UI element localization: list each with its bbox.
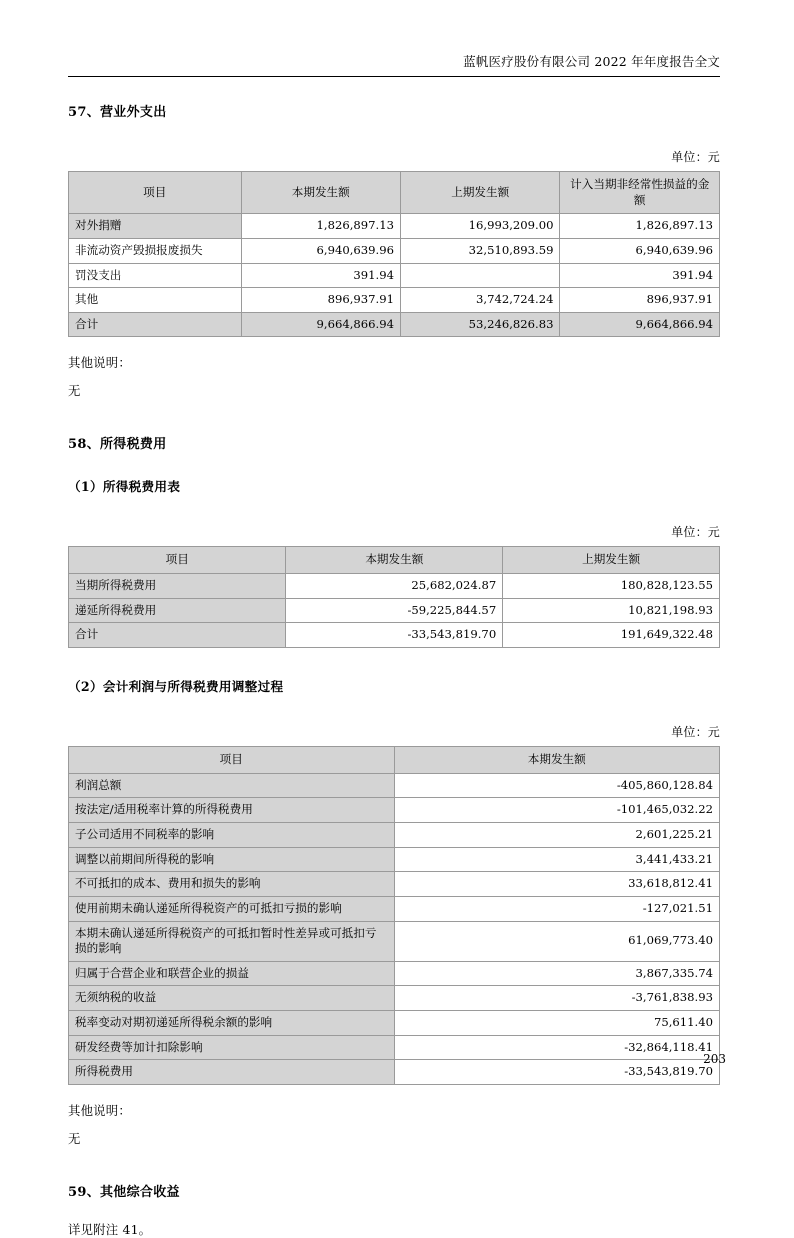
row-value-current: 3,441,433.21 [394, 847, 720, 872]
table-non-operating-expenses [68, 171, 720, 337]
row-value-nonrecurring: 6,940,639.96 [560, 238, 720, 263]
heading-section-58: 58、所得税费用 [68, 437, 167, 453]
table-row [69, 798, 720, 823]
table-row [69, 263, 720, 288]
other-note-value-57: 无 [68, 383, 81, 399]
row-value-prior: 3,742,724.24 [400, 288, 559, 313]
row-value-current: -405,860,128.84 [394, 773, 720, 798]
row-label: 其他 [69, 288, 242, 313]
heading-section-57: 57、营业外支出 [68, 105, 167, 120]
row-value-nonrecurring: 896,937.91 [560, 288, 720, 313]
row-value-current: 33,618,812.41 [394, 872, 720, 897]
heading-subsection-58-2: （2）会计利润与所得税费用调整过程 [68, 679, 284, 695]
row-value-prior: 10,821,198.93 [503, 598, 720, 623]
table-row [69, 961, 720, 986]
table-row [69, 574, 720, 599]
row-value-prior [400, 263, 559, 288]
table-row [69, 288, 720, 313]
col-header-nonrecurring: 计入当期非经常性损益的金额 [560, 172, 720, 214]
row-value-current: 9,664,866.94 [241, 312, 400, 337]
row-label: 合计 [69, 623, 286, 648]
unit-label-table-57: 单位：元 [671, 150, 720, 164]
row-value-current: -33,543,819.70 [286, 623, 503, 648]
row-label: 按法定/适用税率计算的所得税费用 [69, 798, 395, 823]
table-header-row [69, 547, 720, 574]
row-label: 子公司适用不同税率的影响 [69, 822, 395, 847]
row-label: 递延所得税费用 [69, 598, 286, 623]
table-header-row [69, 747, 720, 774]
row-value-nonrecurring: 391.94 [560, 263, 720, 288]
unit-label-table-58-1: 单位：元 [671, 525, 720, 540]
table-row-total [69, 623, 720, 648]
col-header-current-period: 本期发生额 [286, 547, 503, 574]
col-header-item: 项目 [69, 547, 286, 574]
table-tax-reconciliation [68, 746, 720, 1085]
table-row [69, 872, 720, 897]
table-row [69, 921, 720, 961]
row-value-current: -127,021.51 [394, 896, 720, 921]
row-value-current: 896,937.91 [241, 288, 400, 313]
table-row [69, 214, 720, 239]
col-header-current-period: 本期发生额 [394, 747, 720, 774]
row-label: 调整以前期间所得税的影响 [69, 847, 395, 872]
row-value-current: 1,826,897.13 [241, 214, 400, 239]
row-value-nonrecurring: 1,826,897.13 [560, 214, 720, 239]
other-note-label-57: 其他说明： [68, 355, 131, 371]
row-value-prior: 180,828,123.55 [503, 574, 720, 599]
row-value-current: 61,069,773.40 [394, 921, 720, 961]
row-label: 税率变动对期初递延所得税余额的影响 [69, 1011, 395, 1036]
row-value-current: 25,682,024.87 [286, 574, 503, 599]
row-value-prior: 16,993,209.00 [400, 214, 559, 239]
row-label: 利润总额 [69, 773, 395, 798]
row-label: 合计 [69, 312, 242, 337]
row-value-current: 2,601,225.21 [394, 822, 720, 847]
table-income-tax-expense [68, 546, 720, 648]
row-value-current: -59,225,844.57 [286, 598, 503, 623]
table-row [69, 822, 720, 847]
unit-label-table-58-2: 单位：元 [671, 725, 720, 740]
col-header-prior-period: 上期发生额 [503, 547, 720, 574]
row-value-current: -33,543,819.70 [394, 1060, 720, 1085]
col-header-prior-period: 上期发生额 [400, 172, 559, 214]
row-label: 所得税费用 [69, 1060, 395, 1085]
table-row [69, 986, 720, 1011]
row-label: 研发经费等加计扣除影响 [69, 1035, 395, 1060]
heading-section-59: 59、其他综合收益 [68, 1185, 180, 1201]
row-value-current: 391.94 [241, 263, 400, 288]
page-header-title: 蓝帆医疗股份有限公司 2022 年年度报告全文 [463, 54, 720, 69]
table-row-total [69, 1060, 720, 1085]
page-number: 203 [703, 1052, 726, 1066]
row-value-nonrecurring: 9,664,866.94 [560, 312, 720, 337]
col-header-item: 项目 [69, 172, 242, 214]
heading-subsection-58-1: （1）所得税费用表 [68, 479, 181, 495]
table-row [69, 238, 720, 263]
row-value-prior: 191,649,322.48 [503, 623, 720, 648]
row-label: 无须纳税的收益 [69, 986, 395, 1011]
other-note-label-58: 其他说明： [68, 1103, 131, 1119]
row-label: 不可抵扣的成本、费用和损失的影响 [69, 872, 395, 897]
section-59-body: 详见附注 41。 [68, 1222, 152, 1238]
col-header-current-period: 本期发生额 [241, 172, 400, 214]
row-value-current: 6,940,639.96 [241, 238, 400, 263]
row-value-current: 75,611.40 [394, 1011, 720, 1036]
table-row [69, 896, 720, 921]
row-label: 非流动资产毁损报废损失 [69, 238, 242, 263]
table-header-row [69, 172, 720, 214]
row-value-current: -32,864,118.41 [394, 1035, 720, 1060]
other-note-value-58: 无 [68, 1131, 81, 1147]
table-row-total [69, 312, 720, 337]
col-header-item: 项目 [69, 747, 395, 774]
page-content [68, 0, 720, 1238]
table-row [69, 847, 720, 872]
row-value-current: -3,761,838.93 [394, 986, 720, 1011]
table-row [69, 773, 720, 798]
row-label: 使用前期未确认递延所得税资产的可抵扣亏损的影响 [69, 896, 395, 921]
row-value-prior: 53,246,826.83 [400, 312, 559, 337]
row-value-current: -101,465,032.22 [394, 798, 720, 823]
page-header [68, 0, 720, 69]
row-label: 罚没支出 [69, 263, 242, 288]
row-label: 对外捐赠 [69, 214, 242, 239]
table-row [69, 1035, 720, 1060]
row-value-prior: 32,510,893.59 [400, 238, 559, 263]
row-label: 归属于合营企业和联营企业的损益 [69, 961, 395, 986]
row-label: 当期所得税费用 [69, 574, 286, 599]
row-value-current: 3,867,335.74 [394, 961, 720, 986]
table-row [69, 1011, 720, 1036]
row-label: 本期未确认递延所得税资产的可抵扣暂时性差异或可抵扣亏损的影响 [69, 921, 395, 961]
table-row [69, 598, 720, 623]
